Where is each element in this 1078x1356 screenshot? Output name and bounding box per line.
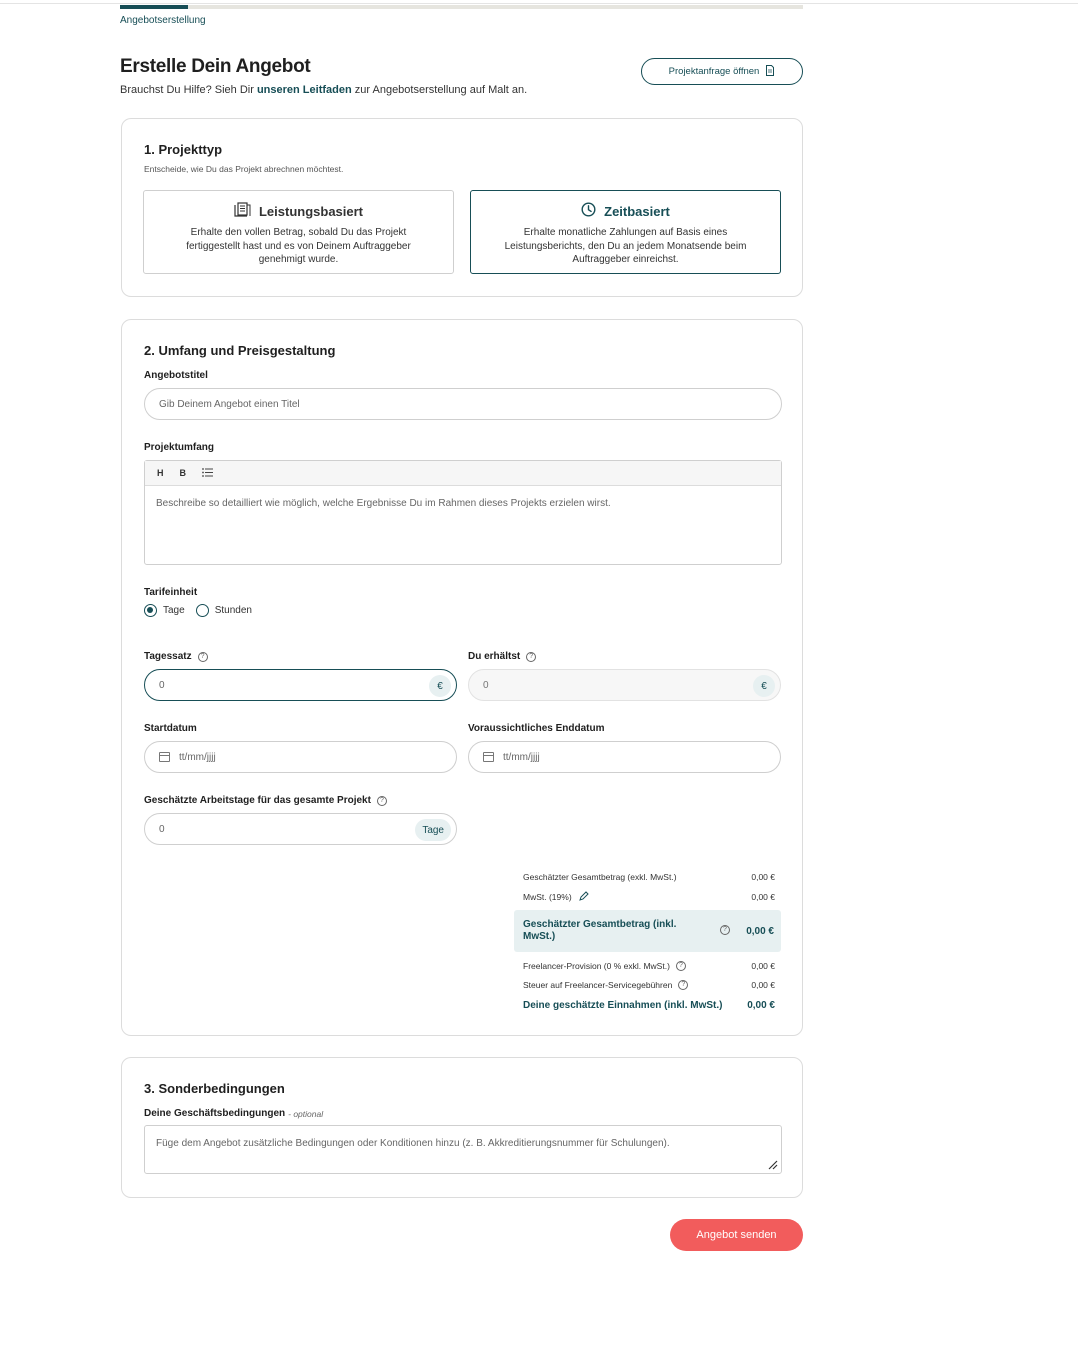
receive-label: Du erhältst ?: [468, 651, 536, 662]
option-deliverables[interactable]: [143, 190, 454, 274]
resize-handle-icon[interactable]: [766, 1158, 778, 1170]
scope-editor[interactable]: [144, 460, 782, 565]
end-date-input[interactable]: tt/mm/jjjj: [468, 741, 781, 773]
summary-vat: MwSt. (19%) 0,00 €: [523, 892, 775, 902]
help-text: [120, 84, 527, 96]
help-text-suffix: zur Angebotserstellung auf Malt an.: [354, 84, 528, 96]
start-date-input[interactable]: tt/mm/jjjj: [144, 741, 457, 773]
special-terms-card: [121, 1057, 803, 1198]
section-subtitle: Entscheide, wie Du das Projekt abrechnen möchtest.: [144, 164, 344, 174]
summary-commission: Freelancer-Provision (0 % exkl. MwSt.) ? 0,00 €: [523, 961, 775, 971]
terms-textarea[interactable]: Füge dem Angebot zusätzliche Bedingungen oder Konditionen hinzu (z. B. Akkreditierungsnummer für Schulungen).: [144, 1125, 782, 1174]
document-icon: [765, 65, 775, 79]
scope-pricing-card: [121, 319, 803, 1036]
scope-placeholder: Beschreibe so detailliert wie möglich, welche Ergebnisse Du im Rahmen dieses Projekts erzielen wirst.: [156, 498, 611, 509]
rate-unit-label: Tarifeinheit: [144, 587, 198, 598]
scope-label: Projektumfang: [144, 442, 215, 453]
start-date-label: Startdatum: [144, 723, 197, 734]
work-days-label: Geschätzte Arbeitstage für das gesamte Projekt ?: [144, 795, 387, 806]
project-type-card: [121, 118, 803, 297]
help-icon[interactable]: ?: [377, 796, 387, 806]
help-icon[interactable]: ?: [526, 652, 536, 662]
guide-link[interactable]: unseren Leitfaden: [256, 84, 352, 96]
radio-hours[interactable]: [196, 604, 209, 617]
terms-label: Deine Geschäftsbedingungen - optional: [144, 1108, 324, 1119]
radio-hours-label[interactable]: Stunden: [214, 605, 252, 616]
summary-earnings: Deine geschätzte Einnahmen (inkl. MwSt.) 0,00 €: [523, 1000, 775, 1011]
section-title-special-terms: 3. Sonderbedingungen: [144, 1081, 285, 1096]
offer-title-label: Angebotstitel: [144, 370, 208, 381]
work-days-input[interactable]: 0 Tage: [144, 813, 457, 845]
help-icon[interactable]: ?: [676, 961, 686, 971]
help-icon[interactable]: ?: [720, 925, 730, 935]
option-description: Erhalte monatliche Zahlungen auf Basis eines Leistungsberichts, den Du an jedem Monatsende beim Auftraggeber einreichst.: [504, 227, 747, 265]
bold-button[interactable]: B: [179, 468, 186, 478]
day-rate-label: Tagessatz ?: [144, 651, 208, 662]
help-icon[interactable]: ?: [678, 980, 688, 990]
summary-gross-highlight: [514, 910, 781, 952]
edit-pencil-icon[interactable]: [579, 891, 589, 903]
radio-days[interactable]: [144, 604, 157, 617]
help-text-prefix: Brauchst Du Hilfe? Sieh Dir: [120, 84, 254, 96]
section-title-scope-pricing: 2. Umfang und Preisgestaltung: [144, 343, 336, 358]
option-title: Leistungsbasiert: [258, 203, 364, 219]
open-project-request-button[interactable]: [641, 58, 803, 85]
open-request-label: Projektanfrage öffnen: [668, 66, 760, 77]
rate-unit-group: [144, 604, 252, 617]
calendar-icon: [483, 752, 494, 762]
option-description: Erhalte den vollen Betrag, sobald Du das Projekt fertiggestellt hast und es von Deinem Auftraggeber genehmigt wurde.: [186, 227, 411, 265]
receive-input: 0 €: [468, 669, 781, 701]
summary-service-tax: Steuer auf Freelancer-Servicegebühren ? 0,00 €: [523, 980, 775, 990]
gross-value: 0,00 €: [746, 926, 774, 937]
gross-label: Geschätzter Gesamtbetrag (inkl. MwSt.): [523, 919, 677, 942]
end-date-label: Voraussichtliches Enddatum: [468, 723, 605, 734]
day-rate-input[interactable]: 0 €: [144, 669, 457, 701]
help-icon[interactable]: ?: [198, 652, 208, 662]
list-icon[interactable]: [202, 468, 213, 479]
clock-icon: [581, 202, 596, 220]
progress-bar-fill: [120, 5, 188, 9]
option-time-based[interactable]: [470, 190, 781, 274]
heading-button[interactable]: H: [157, 468, 164, 478]
top-divider: [0, 3, 1078, 4]
step-label: Angebotserstellung: [120, 15, 206, 26]
currency-suffix: €: [753, 675, 775, 697]
calendar-icon: [159, 752, 170, 762]
days-suffix: Tage: [415, 819, 451, 841]
optional-tag: - optional: [288, 1108, 324, 1119]
page-title: Erstelle Dein Angebot: [120, 56, 311, 77]
offer-title-input[interactable]: Gib Deinem Angebot einen Titel: [144, 388, 782, 420]
currency-suffix: €: [429, 675, 451, 697]
deliverables-icon: [234, 202, 251, 220]
send-offer-button[interactable]: Angebot senden: [670, 1219, 803, 1251]
summary-net: Geschätzter Gesamtbetrag (exkl. MwSt.) 0,00 €: [523, 872, 775, 882]
progress-bar: [120, 5, 803, 9]
editor-toolbar: [145, 461, 781, 486]
radio-days-label[interactable]: Tage: [163, 605, 185, 616]
section-title-project-type: 1. Projekttyp: [144, 142, 223, 157]
option-title: Zeitbasiert: [604, 203, 670, 219]
